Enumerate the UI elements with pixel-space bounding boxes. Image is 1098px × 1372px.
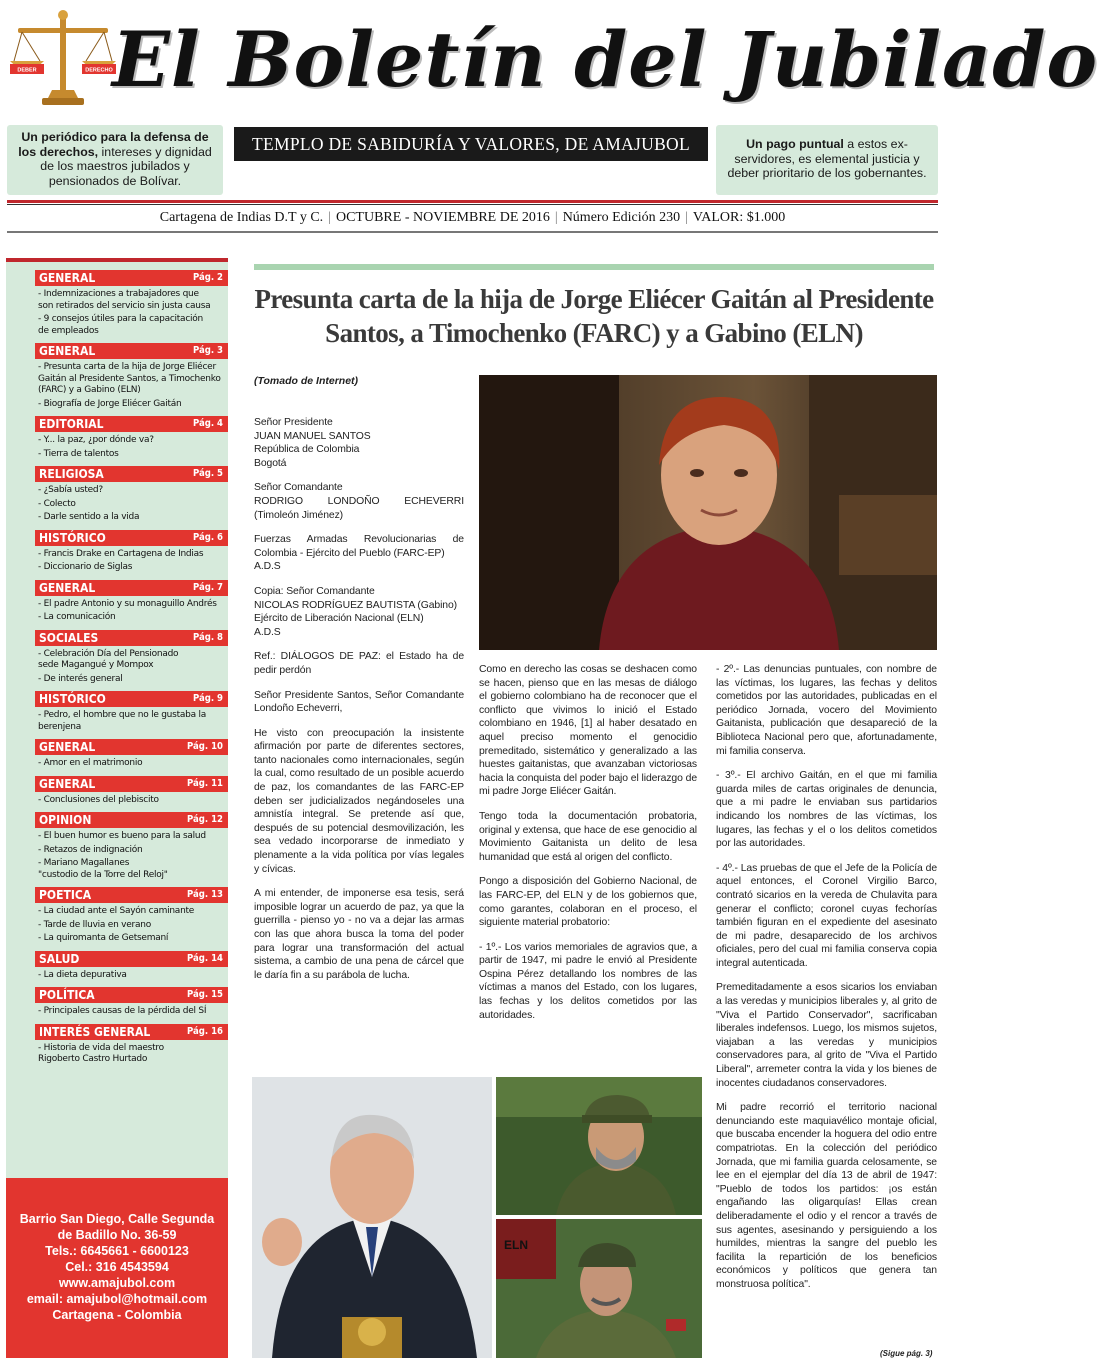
toc-section-title: GENERAL bbox=[39, 271, 96, 285]
toc-section-title: GENERAL bbox=[39, 580, 96, 595]
issue-edition: Número Edición 230 bbox=[562, 210, 681, 225]
article-column-3 bbox=[716, 663, 937, 1303]
toc-section-header[interactable] bbox=[35, 951, 228, 967]
toc-item[interactable]: - El buen humor es bueno para la salud bbox=[38, 831, 206, 841]
toc-section-header[interactable] bbox=[35, 739, 228, 755]
article-paragraph: Premeditadamente a esos sicarios los enviaban a las veredas y municipios liberales y, al grito de "Viva el Partido Conservador", sacrificaban liberales indefensos. Luego, los mismos sujetos, viajaban a las veredas y municipios conservadores para, al grito de "Viva el Partido Liberal", arremeter contra la vida y los bienes de inocentes ciudadanos conservadores. bbox=[716, 982, 937, 1089]
issue-place: Cartagena de Indias D.T y C. bbox=[159, 210, 324, 225]
toc-item-list bbox=[6, 1040, 228, 1072]
left-tagline-rest: intereses y dignidad de los maestros jubilados y pensionados de Bolívar. bbox=[40, 144, 212, 188]
toc-item-list bbox=[6, 432, 228, 466]
toc-item-list bbox=[6, 596, 228, 630]
scales-of-justice-logo bbox=[8, 6, 118, 116]
toc-section bbox=[6, 530, 228, 580]
toc-section-title: RELIGIOSA bbox=[39, 467, 104, 481]
toc-section-header[interactable] bbox=[35, 530, 228, 546]
toc-section bbox=[6, 739, 228, 776]
toc-item[interactable]: - Tarde de lluvia en verano bbox=[38, 919, 151, 930]
article-column-2 bbox=[479, 663, 697, 1033]
toc-item[interactable]: - La ciudad ante el Sayón caminante bbox=[38, 906, 195, 916]
contact-address-line-2: de Badillo No. 36-59 bbox=[57, 1228, 177, 1242]
right-tagline-bold: Un pago puntual bbox=[746, 137, 844, 151]
toc-page-number: Pág. 5 bbox=[192, 468, 223, 479]
contact-email[interactable]: email: amajubol@hotmail.com bbox=[26, 1292, 208, 1306]
toc-item[interactable]: - Darle sentido a la vida bbox=[38, 512, 140, 522]
article-paragraph: - 4º.- Las pruebas de que el Jefe de la Policía de aquel entonces, el Coronel Virgilio Barco, contrató sicarios en la vereda de Chulavita para generar el conflicto; coronel cuyas fechorías también figuran en el expediente del asesinato de mi padre, desaparecido de los archivos oficiales, pero del cual mi familia conserva copia integral autenticada. bbox=[716, 862, 937, 969]
toc-item[interactable]: - Diccionario de Siglas bbox=[38, 562, 133, 572]
toc-section-title: GENERAL bbox=[39, 740, 96, 754]
toc-item-list bbox=[6, 903, 228, 951]
toc-section-title: OPINION bbox=[39, 813, 92, 827]
toc-section-header[interactable] bbox=[35, 776, 228, 792]
toc-section-header[interactable] bbox=[35, 270, 228, 286]
headline-rule bbox=[254, 264, 934, 270]
photo-gabino bbox=[496, 1219, 702, 1358]
masthead-rule-red bbox=[7, 200, 938, 203]
continued-note: (Sigue pág. 3) bbox=[880, 1349, 933, 1358]
toc-section bbox=[6, 270, 228, 343]
toc-page-number: Pág. 13 bbox=[186, 889, 223, 900]
toc-page-number: Pág. 7 bbox=[192, 581, 223, 593]
issue-info-bar: Cartagena de Indias D.T y C. | OCTUBRE - NOVIEMBRE DE 2016 | Número Edición 230 | VALOR: $1.000 bbox=[159, 210, 786, 225]
toc-section bbox=[6, 776, 228, 813]
article-paragraph: A mi entender, de imponerse esa tesis, será imposible lograr un acuerdo de paz, ya que la guerrilla - pienso yo - no va a dejar las armas con las que ahora busca la toma del poder para lograr una transformación del actual sistema, a cambio de una pena de cárcel que le daría fin a su parábola de lucha. bbox=[254, 888, 464, 981]
right-tagline bbox=[716, 125, 938, 195]
toc-section-title: HISTÓRICO bbox=[39, 530, 106, 545]
toc-page-number: Pág. 15 bbox=[186, 989, 223, 1000]
toc-section bbox=[6, 987, 228, 1024]
toc-item-list bbox=[6, 1003, 228, 1024]
toc-item[interactable]: - Colecto bbox=[38, 498, 76, 509]
left-tagline-bold: Un periódico para la defensa de los derechos, bbox=[18, 130, 209, 159]
toc-item[interactable]: - ¿Sabía usted? bbox=[38, 485, 103, 495]
photo-timochenko bbox=[496, 1077, 702, 1215]
toc-section-title: GENERAL bbox=[39, 776, 96, 791]
toc-section-header[interactable] bbox=[35, 416, 228, 432]
toc-item[interactable]: - Biografía de Jorge Eliécer Gaitán bbox=[38, 398, 182, 409]
toc-item[interactable]: - La quiromanta de Getsemaní bbox=[38, 933, 169, 943]
toc-item[interactable]: - Pedro, el hombre que no le gustaba la berenjena bbox=[38, 710, 206, 732]
toc-item[interactable]: - Principales causas de la pérdida del SÍ bbox=[38, 1006, 207, 1016]
toc-item[interactable]: - El padre Antonio y su monaguillo Andrés bbox=[38, 598, 217, 609]
article-paragraph: Ref.: DIÁLOGOS DE PAZ: el Estado ha de pedir perdón bbox=[254, 651, 464, 676]
issue-date: OCTUBRE - NOVIEMBRE DE 2016 bbox=[335, 210, 550, 225]
toc-item[interactable]: - Retazos de indignación bbox=[38, 844, 143, 855]
toc-section-title: POETICA bbox=[39, 888, 92, 902]
photo-president-santos bbox=[252, 1077, 492, 1358]
toc-item[interactable]: - Y... la paz, ¿por dónde va? bbox=[38, 435, 154, 445]
toc-page-number: Pág. 11 bbox=[186, 777, 223, 789]
toc-section-title: HISTÓRICO bbox=[39, 692, 106, 706]
newspaper-title: El Boletín del Jubilado bbox=[112, 15, 1098, 104]
masthead-rule-black bbox=[7, 204, 938, 205]
gabino-flag-text: ELN bbox=[504, 1238, 528, 1252]
contact-city: Cartagena - Colombia bbox=[52, 1308, 182, 1322]
toc-section-header[interactable] bbox=[35, 812, 228, 828]
toc-section-title: EDITORIAL bbox=[39, 417, 104, 431]
toc-section bbox=[6, 812, 228, 887]
article-paragraph: Señor Presidente Santos, Señor Comandante Londoño Echeverri, bbox=[254, 689, 464, 715]
toc-item-list bbox=[6, 286, 228, 343]
toc-section bbox=[6, 630, 228, 692]
contact-info-box bbox=[6, 1178, 228, 1358]
toc-item-list bbox=[6, 482, 228, 530]
article-paragraph: Pongo a disposición del Gobierno Nacional, de las FARC-EP, del ELN y de los gobiernos que, como garantes, colaboran en el proceso, el siguiente material probatorio: bbox=[479, 876, 697, 929]
toc-section bbox=[6, 887, 228, 951]
toc-item[interactable]: - Francis Drake en Cartagena de Indias bbox=[38, 548, 204, 559]
left-tagline bbox=[7, 125, 223, 195]
toc-page-number: Pág. 4 bbox=[192, 418, 223, 429]
toc-item[interactable]: - La comunicación bbox=[38, 612, 116, 622]
toc-section-header[interactable] bbox=[35, 691, 228, 707]
article-paragraph: Señor Comandante RODRIGO LONDOÑO ECHEVERRI (Timoleón Jiménez) bbox=[254, 482, 464, 521]
toc-section bbox=[6, 416, 228, 466]
toc-page-number: Pág. 9 bbox=[192, 693, 223, 704]
toc-item[interactable]: - 9 consejos útiles para la capacitación de empleados bbox=[38, 314, 203, 336]
toc-page-number: Pág. 3 bbox=[192, 345, 223, 356]
contact-cell: Cel.: 316 4543594 bbox=[65, 1260, 169, 1274]
article-paragraph: Tengo toda la documentación probatoria, original y extensa, que hace de ese genocidio al Movimiento Gaitanista un delito de lesa humanidad que está al origen del conflicto. bbox=[479, 810, 697, 863]
motto-banner: TEMPLO DE SABIDURÍA Y VALORES, DE AMAJUBOL bbox=[234, 127, 708, 161]
issue-price: VALOR: $1.000 bbox=[692, 210, 786, 225]
right-tagline-rest: a estos ex-servidores, es elemental justicia y deber prioritario de los gobernantes. bbox=[727, 137, 927, 180]
toc-section bbox=[6, 343, 228, 416]
toc-page-number: Pág. 8 bbox=[192, 631, 223, 643]
toc-item[interactable]: - Mariano Magallanes "custodio de la Torre del Reloj" bbox=[38, 858, 168, 880]
toc-section bbox=[6, 691, 228, 739]
article-paragraph: Copia: Señor Comandante NICOLAS RODRÍGUEZ BAUTISTA (Gabino) Ejército de Liberación Nacional (ELN) A.D.S bbox=[254, 585, 458, 638]
toc-item[interactable]: - Presunta carta de la hija de Jorge Eliécer Gaitán al Presidente Santos, a Timochenko (FARC) y a Gabino (ELN) bbox=[38, 362, 221, 395]
toc-page-number: Pág. 2 bbox=[192, 272, 223, 283]
article-paragraph: Fuerzas Armadas Revolucionarias de Colombia - Ejército del Pueblo (FARC-EP) A.D.S bbox=[254, 534, 464, 573]
toc-page-number: Pág. 16 bbox=[186, 1025, 223, 1037]
toc-page-number: Pág. 10 bbox=[186, 741, 223, 752]
toc-section bbox=[6, 951, 228, 988]
article-paragraph: Mi padre recorrió el territorio nacional denunciando este maquiavélico montaje oficial, que buscaba encender la hoguera del odio entre compatriotas. En la colección del periódico Jornada, que mi familia guarda celosamente, se lee en el ejemplar del día 13 de abril de 1947: "Pueblo de todos los partidos: ¡os están engañando las oligarquías! Ellas crean deliberadamente el odio y el rencor a través de sus agentes, asesinando y persiguiendo a los humildes, mientras la sangre del pueblo les facilita la repartición de los beneficios económicos y políticos que genera tan monstruosa política". bbox=[716, 1102, 937, 1290]
article-paragraph: He visto con preocupación la insistente afirmación por parte de diferentes sectores, tanto nacionales como internacionales, según la cual, como resultado de un posible acuerdo de paz, los comandantes de las FARC-EP deben ser judicializados negándoseles una amnistía integral. Se pretende así que, después de su potencial desmovilización, les sea vedado incorporarse de inmediato y plenamente a la vida política por vías legales y cívicas. bbox=[254, 727, 464, 875]
toc-page-number: Pág. 6 bbox=[192, 531, 223, 543]
article-paragraph: - 2º.- Las denuncias puntuales, con nombre de las víctimas, los lugares, las fechas y delitos cometidos por las autoridades, publicadas en el periódico Jornada, vocero del Movimiento Gaitanista, publicación que desapareció de la Biblioteca Nacional pero que, afortunadamente, mi familia conserva. bbox=[716, 664, 937, 757]
article-paragraph: - 1º.- Los varios memoriales de agravios que, a partir de 1947, mi padre le envió al Presidente Ospina Pérez detallando los nombres de las víctimas a manos del Estado, con los lugares, las fechas y los delitos cometidos por las autoridades. bbox=[479, 941, 697, 1021]
toc-section-header[interactable] bbox=[35, 343, 228, 359]
toc-item[interactable]: - La dieta depurativa bbox=[38, 969, 127, 980]
article-paragraph: Señor Presidente JUAN MANUEL SANTOS República de Colombia Bogotá bbox=[254, 417, 371, 469]
toc-section-header[interactable] bbox=[35, 1024, 228, 1040]
toc-item-list bbox=[6, 755, 228, 776]
toc-item[interactable]: - Amor en el matrimonio bbox=[38, 758, 143, 768]
toc-item-list bbox=[6, 828, 228, 887]
toc-item[interactable]: - Indemnizaciones a trabajadores que son retirados del servicio sin justa causa bbox=[38, 289, 211, 311]
contact-phones: Tels.: 6645661 - 6600123 bbox=[45, 1244, 189, 1258]
toc-page-number: Pág. 14 bbox=[186, 952, 223, 964]
toc-item-list bbox=[6, 359, 228, 416]
toc-item-list bbox=[6, 792, 228, 813]
toc-page-number: Pág. 12 bbox=[186, 814, 223, 825]
article-paragraph: Como en derecho las cosas se deshacen como se hacen, pienso que en las mesas de diálogo el gobierno colombiano ha de reconocer que el conflicto que vivimos lo inició el Estado colombiano en 1946, [1] al haber desatado en aquel preciso momento el genocidio premeditado, sistemático y generalizado a las huestes gaitanistas, que avanzaban victoriosas hacia la conquista del poder bajo el liderazgo de mi padre Jorge Eliécer Gaitán. bbox=[479, 664, 697, 798]
article-source-note: (Tomado de Internet) bbox=[254, 375, 359, 387]
article-headline: Presunta carta de la hija de Jorge Eliécer Gaitán al Presidente Santos, a Timochenko (FARC) y a Gabino (ELN) bbox=[254, 284, 934, 348]
toc-item[interactable]: - Celebración Día del Pensionado sede Magangué y Mompox bbox=[38, 648, 179, 670]
logo-derecho-label: DERECHO bbox=[85, 67, 113, 74]
toc-section-title: POLÍTICA bbox=[39, 988, 95, 1002]
toc-section bbox=[6, 1024, 228, 1072]
article-column-1 bbox=[254, 416, 464, 993]
toc-section-header[interactable] bbox=[35, 630, 228, 646]
photo-gaitan-daughter bbox=[479, 375, 937, 650]
toc-section-title: SALUD bbox=[39, 951, 80, 966]
toc-item-list bbox=[6, 967, 228, 988]
toc-item-list bbox=[6, 646, 228, 692]
toc-section-title: INTERÉS GENERAL bbox=[39, 1024, 151, 1039]
toc-section bbox=[6, 466, 228, 530]
contact-website[interactable]: www.amajubol.com bbox=[58, 1276, 176, 1290]
toc-section-title: GENERAL bbox=[39, 344, 96, 358]
toc-item[interactable]: - Tierra de talentos bbox=[38, 448, 119, 459]
toc-item[interactable]: - Historia de vida del maestro Rigoberto Castro Hurtado bbox=[38, 1042, 164, 1064]
toc-section-header[interactable] bbox=[35, 466, 228, 482]
toc-item[interactable]: - De interés general bbox=[38, 673, 123, 684]
toc-section-header[interactable] bbox=[35, 580, 228, 596]
toc-section bbox=[6, 580, 228, 630]
issue-bar-rule bbox=[7, 231, 938, 233]
toc-item-list bbox=[6, 707, 228, 739]
toc-item[interactable]: - Conclusiones del plebiscito bbox=[38, 794, 159, 805]
logo-deber-label: DEBER bbox=[17, 67, 37, 74]
toc-list bbox=[6, 270, 228, 1072]
toc-section-header[interactable] bbox=[35, 887, 228, 903]
toc-item-list bbox=[6, 546, 228, 580]
toc-section-header[interactable] bbox=[35, 987, 228, 1003]
contact-address-line-1: Barrio San Diego, Calle Segunda bbox=[19, 1212, 215, 1226]
toc-section-title: SOCIALES bbox=[39, 630, 99, 645]
article-paragraph: - 3º.- El archivo Gaitán, en el que mi familia guarda miles de cartas originales de denuncia, que a mi padre le enviaban sus partidarios indicando los nombres de las víctimas, los lugares, las fechas y el o los delitos cometidos por las autoridades. bbox=[716, 770, 937, 850]
